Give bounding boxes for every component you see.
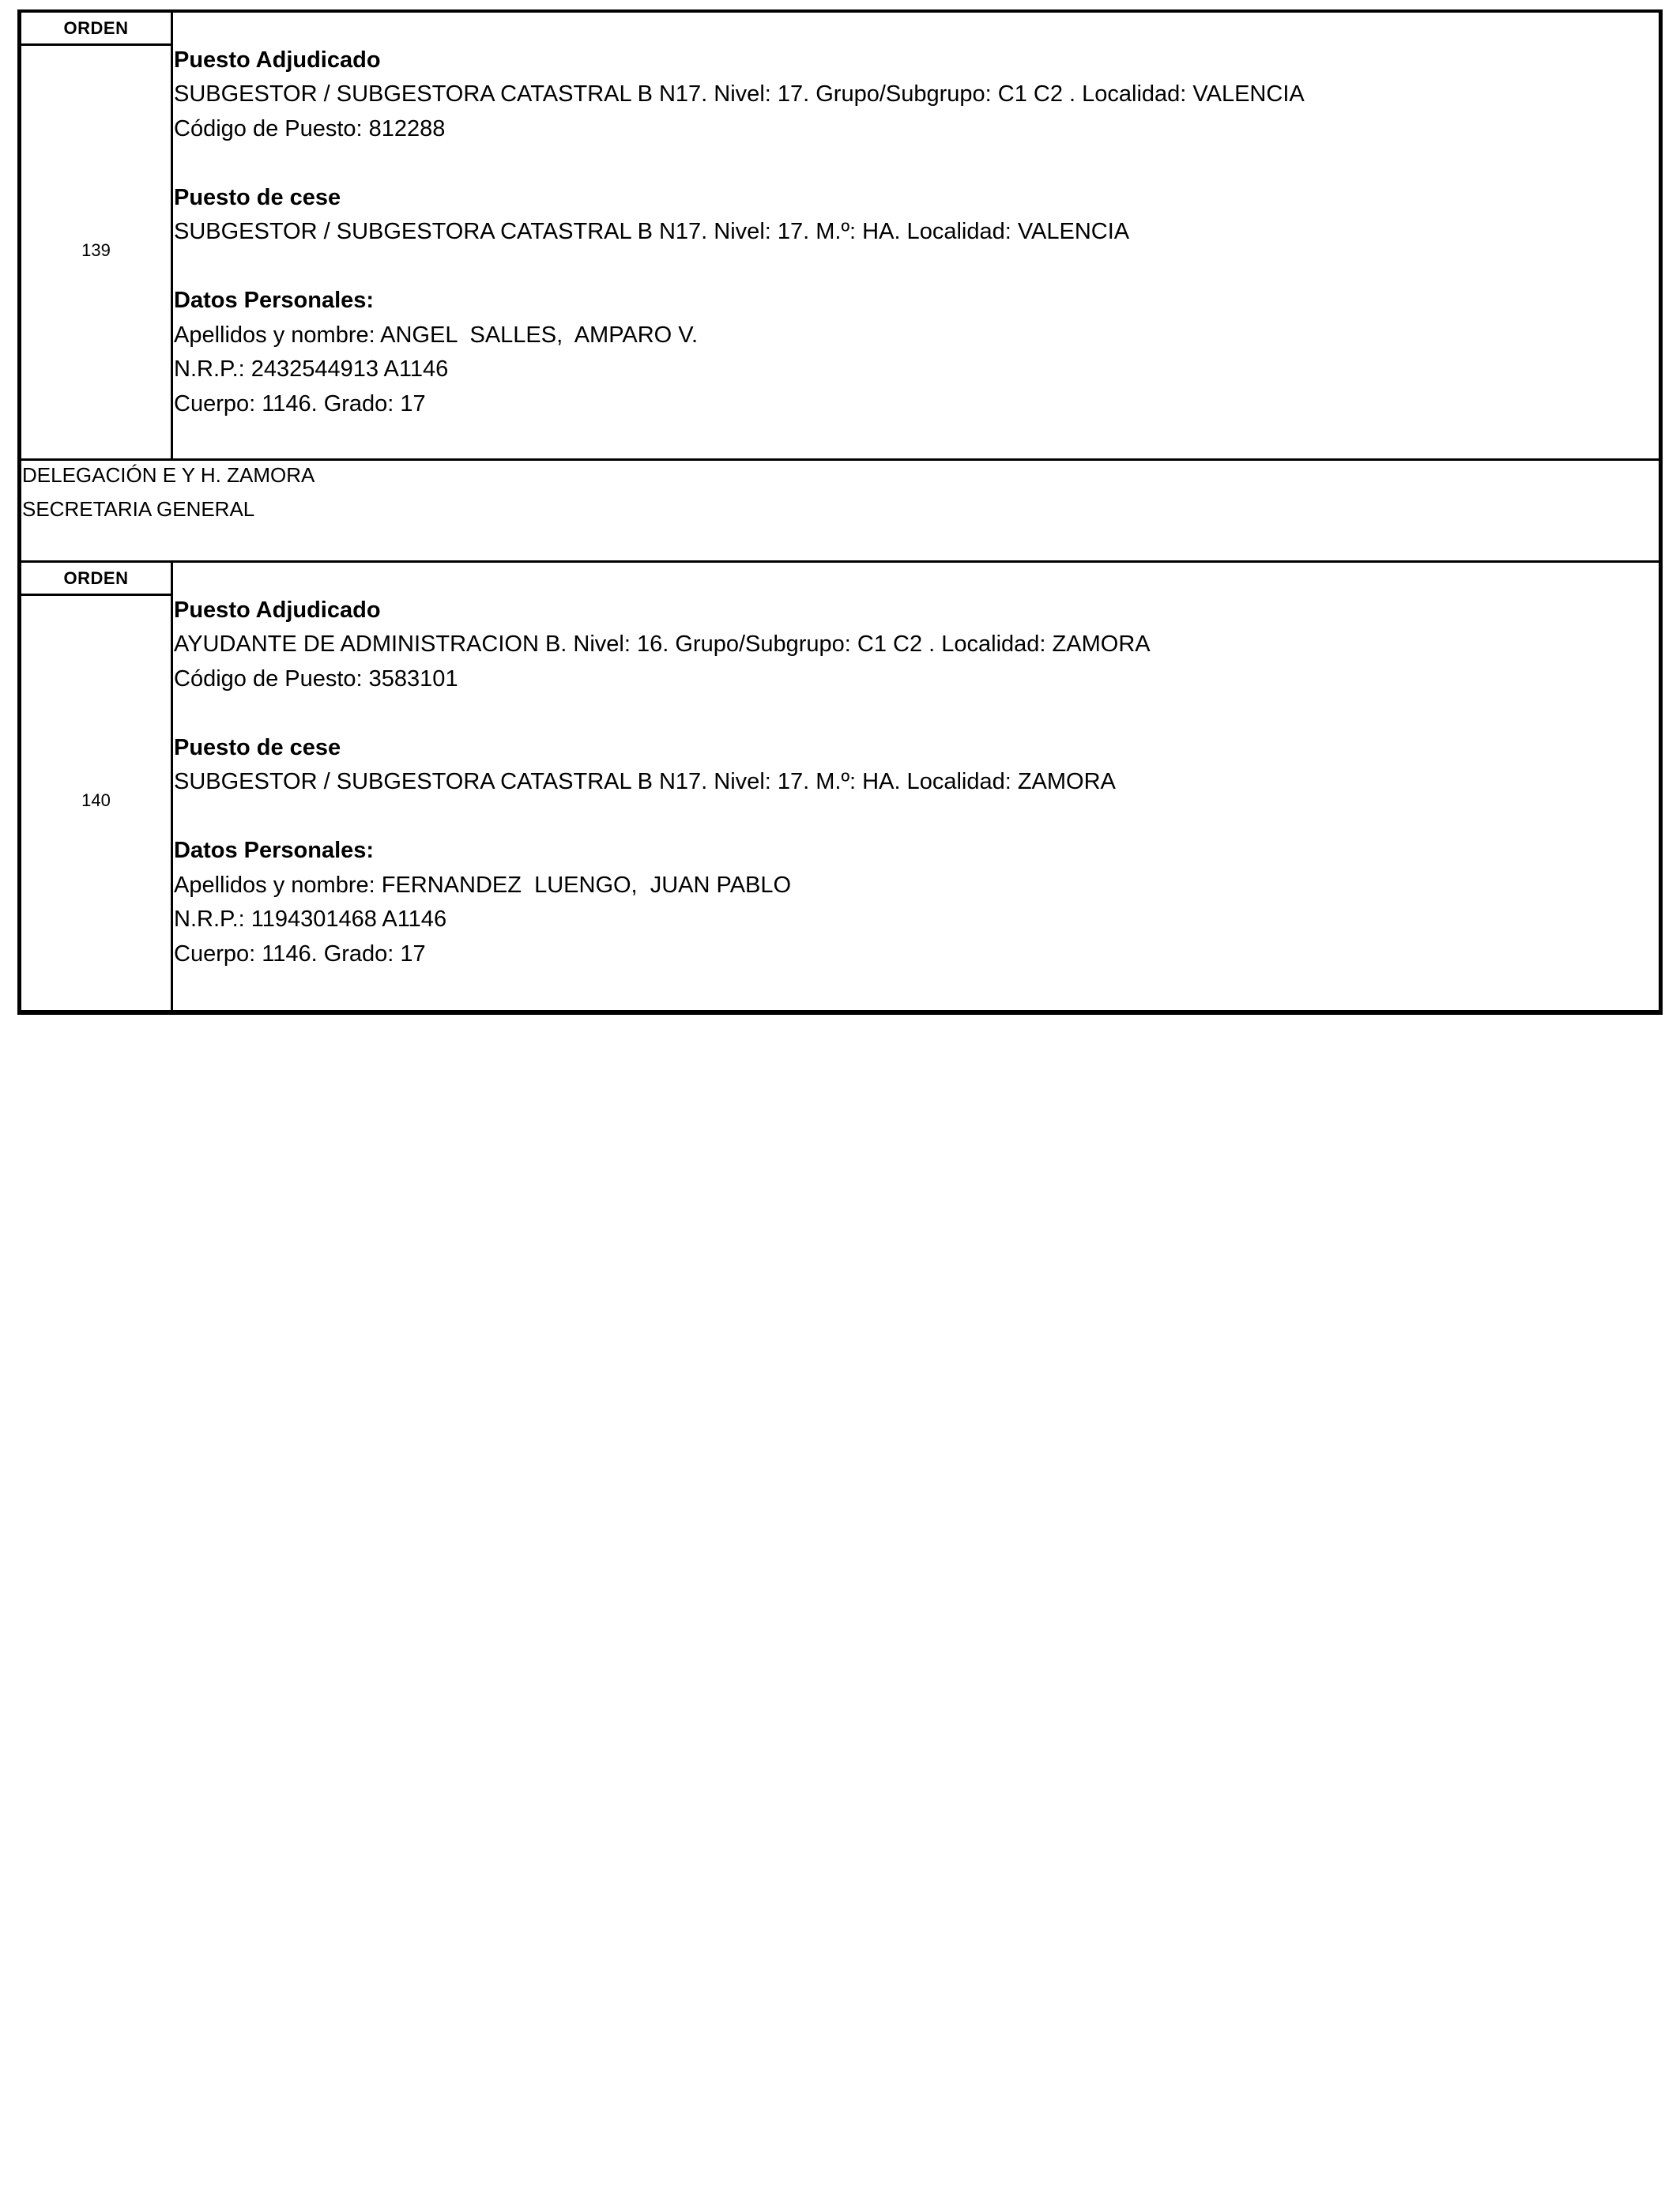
order-number: 139 bbox=[81, 240, 111, 260]
adjudicado-heading: Puesto Adjudicado bbox=[174, 598, 381, 623]
entry-140 bbox=[17, 563, 1663, 1010]
delegacion-label: DELEGACIÓN E Y H. ZAMORA bbox=[22, 463, 315, 487]
cuerpo-grado: Cuerpo: 1146. Grado: 17 bbox=[174, 391, 426, 417]
cuerpo-grado: Cuerpo: 1146. Grado: 17 bbox=[174, 941, 426, 967]
datos-personales-heading: Datos Personales: bbox=[174, 288, 375, 313]
adjudicado-heading: Puesto Adjudicado bbox=[174, 47, 381, 73]
codigo-puesto: Código de Puesto: 812288 bbox=[174, 116, 446, 141]
secretaria-label: SECRETARIA GENERAL bbox=[22, 497, 255, 521]
order-number: 140 bbox=[81, 790, 111, 810]
entry-139 bbox=[17, 13, 1663, 458]
cese-heading: Puesto de cese bbox=[174, 735, 341, 760]
table-bottom-border bbox=[17, 1010, 1663, 1015]
codigo-puesto: Código de Puesto: 3583101 bbox=[174, 666, 458, 692]
order-column bbox=[21, 563, 173, 1010]
cese-heading: Puesto de cese bbox=[174, 185, 341, 210]
apellidos-nombre: Apellidos y nombre: FERNANDEZ LUENGO, JUAN PABLO bbox=[174, 873, 792, 898]
order-column bbox=[21, 13, 173, 458]
section-header bbox=[17, 461, 1663, 560]
apellidos-nombre: Apellidos y nombre: ANGEL SALLES, AMPARO V. bbox=[174, 322, 699, 348]
nrp: N.R.P.: 2432544913 A1146 bbox=[174, 356, 449, 382]
order-header: ORDEN bbox=[21, 13, 171, 46]
nrp: N.R.P.: 1194301468 A1146 bbox=[174, 907, 447, 932]
adjudicado-description: AYUDANTE DE ADMINISTRACION B. Nivel: 16. Grupo/Subgrupo: C1 C2 . Localidad: ZAMORA bbox=[174, 631, 1151, 657]
cese-description: SUBGESTOR / SUBGESTORA CATASTRAL B N17. Nivel: 17. M.º: HA. Localidad: VALENCIA bbox=[174, 219, 1130, 244]
adjudicado-description: SUBGESTOR / SUBGESTORA CATASTRAL B N17. Nivel: 17. Grupo/Subgrupo: C1 C2 . Localidad: VALENCIA bbox=[174, 81, 1305, 107]
order-header: ORDEN bbox=[21, 563, 171, 596]
datos-personales-heading: Datos Personales: bbox=[174, 838, 375, 863]
cese-description: SUBGESTOR / SUBGESTORA CATASTRAL B N17. Nivel: 17. M.º: HA. Localidad: ZAMORA bbox=[174, 769, 1116, 794]
